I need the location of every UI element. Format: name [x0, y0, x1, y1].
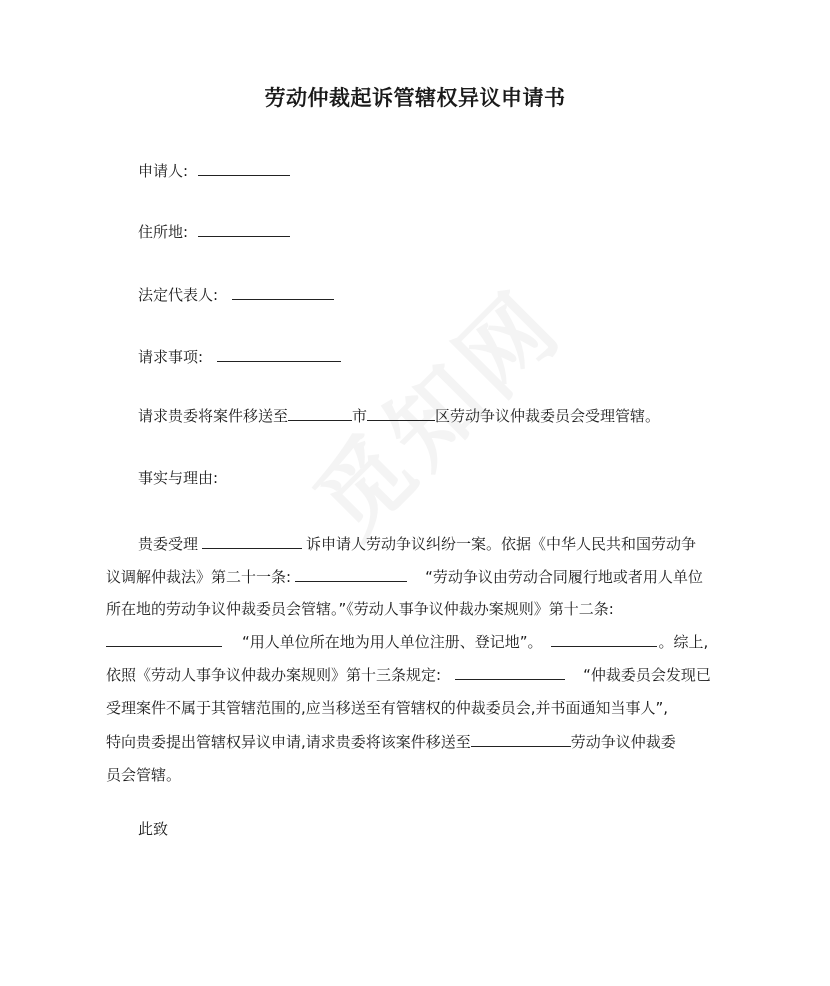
address-blank[interactable] [198, 220, 290, 237]
body-text: 依照《劳动人事争议仲裁办案规则》第十三条规定: [106, 666, 442, 684]
legal-rep-blank[interactable] [232, 283, 334, 300]
body-text: 议调解仲裁法》第二十一条: [106, 568, 292, 586]
body-text: 。综上, [658, 633, 709, 651]
request-sentence [138, 405, 660, 426]
request-label: 请求事项: [138, 348, 204, 366]
document-title: 劳动仲裁起诉管辖权异议申请书 [264, 86, 566, 110]
article21-blank[interactable] [295, 566, 407, 582]
article12-blank[interactable] [106, 631, 222, 647]
body-line-1 [106, 533, 762, 555]
body-line-3: 所在地的劳动争议仲裁委员会管辖。”《劳动人事争议仲裁办案规则》第十二条: [106, 600, 614, 618]
body-text: 贵委受理 [138, 535, 199, 553]
body-line-2 [106, 566, 730, 588]
body-line-6: 受理案件不属于其管辖范围的,应当移送至有管辖权的仲裁委员会,并书面通知当事人”, [106, 699, 669, 717]
body-text: “劳动争议由劳动合同履行地或者用人单位 [425, 568, 703, 586]
body-text: 劳动争议仲裁委 [570, 733, 676, 751]
legal-rep-label: 法定代表人: [138, 286, 219, 304]
request-part2: 市 [352, 407, 368, 425]
case-blank[interactable] [202, 533, 302, 549]
article13-blank[interactable] [455, 664, 565, 680]
body-line-8: 员会管辖。 [106, 766, 182, 784]
request-field [138, 345, 341, 367]
district-blank[interactable] [367, 405, 435, 421]
conclusion-blank[interactable] [551, 631, 657, 647]
body-text: “仲裁委员会发现已 [583, 666, 711, 684]
applicant-field [138, 159, 290, 181]
transfer-blank[interactable] [471, 731, 571, 747]
body-text: 特向贵委提出管辖权异议申请,请求贵委将该案件移送至 [106, 733, 471, 751]
address-label: 住所地: [138, 223, 189, 241]
request-part1: 请求贵委将案件移送至 [138, 407, 289, 425]
body-text: 诉申请人劳动争议纠纷一案。依据《中华人民共和国劳动争 [306, 535, 697, 553]
city-blank[interactable] [288, 405, 352, 421]
body-line-4 [106, 631, 730, 653]
applicant-blank[interactable] [198, 159, 290, 176]
address-field [138, 220, 290, 242]
facts-heading: 事实与理由: [138, 469, 219, 487]
legal-rep-field [138, 283, 334, 305]
body-line-7 [106, 731, 730, 753]
closing: 此致 [138, 820, 169, 838]
body-text: “用人单位所在地为用人单位注册、登记地”。 [242, 633, 543, 651]
request-blank[interactable] [217, 345, 341, 362]
body-line-5 [106, 664, 730, 686]
applicant-label: 申请人: [138, 162, 189, 180]
request-part3: 区劳动争议仲裁委员会受理管辖。 [435, 407, 661, 425]
